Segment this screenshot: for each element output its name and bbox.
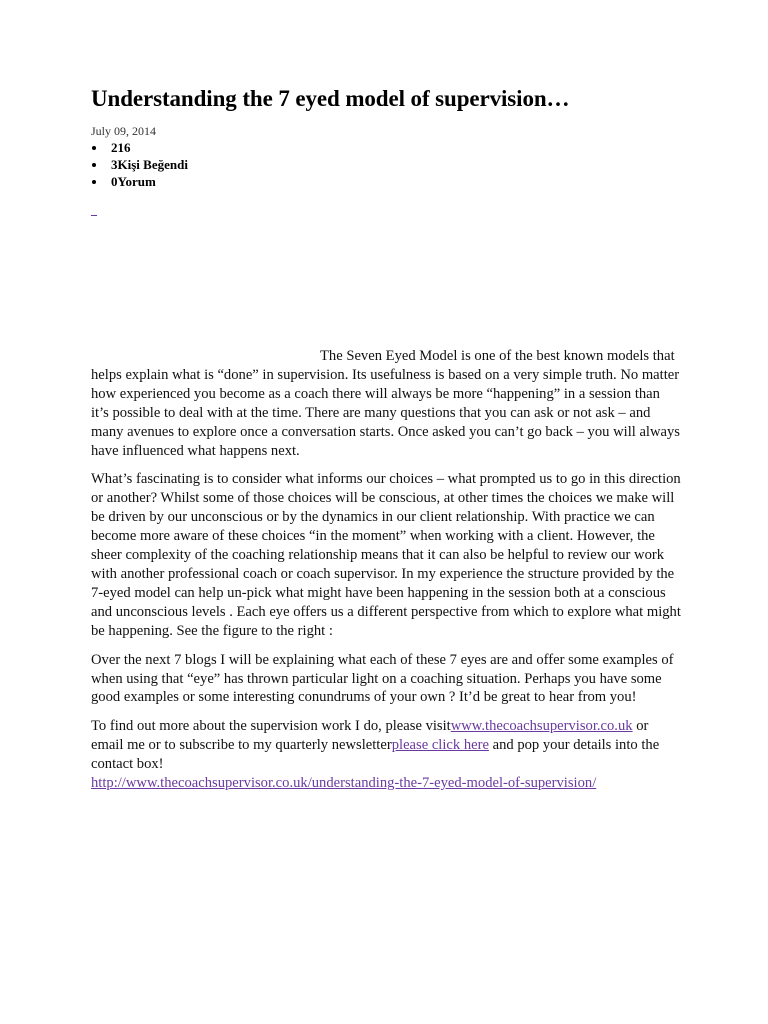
paragraph-intro: The Seven Eyed Model is one of the best known models that helps explain what is “done” in supervision. Its usefulness is based on a very simple truth. No matter how experienced you become as a coach there will always be more “happening” in a session than it’s possible to deal with at the time. There are many questions that you can ask or not ask – and many avenues to explore once a conversation starts. Once asked you can’t go back – you will always have influenced what happens next. (91, 348, 680, 459)
likes-item[interactable] (91, 156, 188, 173)
website-link[interactable]: www.thecoachsupervisor.co.uk (450, 718, 633, 735)
image-link[interactable]: _ (91, 203, 97, 217)
likes-label: Kişi Beğendi (117, 157, 188, 172)
post-date: July 09, 2014 (91, 124, 157, 138)
paragraph-choices: What’s fascinating is to consider what informs our choices – what prompted us to go in this direction or another? Whilst some of those choices will be conscious, at other times the choices we make will be driven by our unconscious or by the dynamics in our client relationship. With practice we can become more aware of these choices “in the moment” when working with a client. However, the sheer complexity of the coaching relationship means that it can also be helpful to review our work with another professional coach or coach supervisor. In my experience the structure provided by the 7-eyed model can help un-pick what might have been happening in the session both at a conscious and unconscious levels . Each eye offers us a different perspective from which to explore what might be happening. See the figure to the right : (91, 471, 681, 639)
article-body (91, 347, 681, 793)
comments-count: 0 (111, 174, 118, 189)
article-title: Understanding the 7 eyed model of supervision… (91, 86, 570, 111)
comments-label: Yorum (117, 174, 156, 189)
newsletter-link[interactable]: please click here (391, 737, 489, 754)
post-meta-list (91, 139, 188, 190)
view-count: 216 (111, 140, 131, 155)
paragraph-next-blogs: Over the next 7 blogs I will be explaining what each of these 7 eyes are and offer some examples of when using that “eye” has thrown particular light on a coaching situation. Perhaps you have some good examples or some interesting conundrums of your own ? It’d be great to hear from you! (91, 651, 674, 706)
source-url-link[interactable]: http://www.thecoachsupervisor.co.uk/understanding-the-7-eyed-model-of-supervision/ (91, 775, 597, 792)
likes-count: 3 (111, 157, 118, 172)
paragraph-contact: To find out more about the supervision work I do, please visitwww.thecoachsupervisor.co.uk or email me or to subscribe to my quarterly newsletterplease click here and pop your details into the contact box! (91, 718, 660, 773)
comments-item[interactable] (91, 173, 188, 190)
view-count-item (91, 139, 188, 156)
